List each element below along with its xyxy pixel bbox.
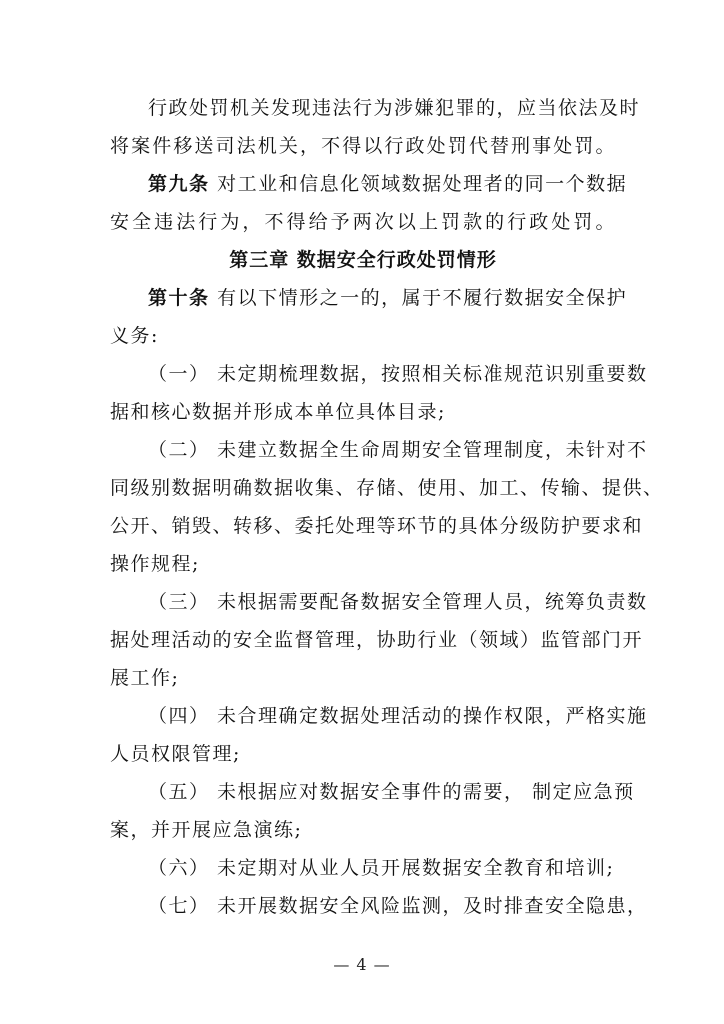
- list-item-line: 操作规程;: [110, 553, 200, 575]
- list-item-line: （六） 未定期对从业人员开展数据安全教育和培训;: [148, 857, 615, 879]
- list-item-line: （二） 未建立数据全生命周期安全管理制度，未针对不: [148, 439, 648, 461]
- paragraph-line: 义务:: [110, 325, 159, 347]
- chapter-title: 第三章 数据安全行政处罚情形: [229, 249, 497, 271]
- article-10-line: [148, 283, 628, 313]
- article-10-label: 第十条: [148, 287, 210, 309]
- article-9-label: 第九条: [148, 173, 210, 195]
- article-9-line: [148, 169, 628, 199]
- page-number: — 4 —: [333, 955, 391, 974]
- list-item-line: 人员权限管理;: [110, 743, 241, 765]
- paragraph-line: 行政处罚机关发现违法行为涉嫌犯罪的，应当依法及时: [148, 97, 641, 119]
- list-item-line: （七） 未开展数据安全风险监测，及时排查安全隐患，: [148, 895, 648, 917]
- list-item-line: 案，并开展应急演练;: [110, 819, 303, 841]
- paragraph-line: 安全违法行为，不得给予两次以上罚款的行政处罚。: [110, 211, 616, 233]
- list-item-line: 据处理活动的安全监督管理，协助行业（领域）监管部门开: [110, 629, 644, 651]
- list-item-line: （一） 未定期梳理数据，按照相关标准规范识别重要数: [148, 363, 648, 385]
- list-item-line: 公开、销毁、转移、委托处理等环节的具体分级防护要求和: [110, 515, 644, 537]
- list-item-line: 同级别数据明确数据收集、存储、使用、加工、传输、提供、: [110, 477, 664, 499]
- list-item-line: 据和核心数据并形成本单位具体目录;: [110, 401, 446, 423]
- article-10-text: 有以下情形之一的，属于不履行数据安全保护: [217, 287, 628, 309]
- list-item-line: （四） 未合理确定数据处理活动的操作权限，严格实施: [148, 705, 648, 727]
- list-item-line: （五） 未根据应对数据安全事件的需要， 制定应急预: [148, 781, 635, 803]
- list-item-line: 展工作;: [110, 667, 180, 689]
- paragraph-line: 将案件移送司法机关，不得以行政处罚代替刑事处罚。: [110, 135, 616, 157]
- article-9-text: 对工业和信息化领域数据处理者的同一个数据: [217, 173, 628, 195]
- list-item-line: （三） 未根据需要配备数据安全管理人员，统筹负责数: [148, 591, 648, 613]
